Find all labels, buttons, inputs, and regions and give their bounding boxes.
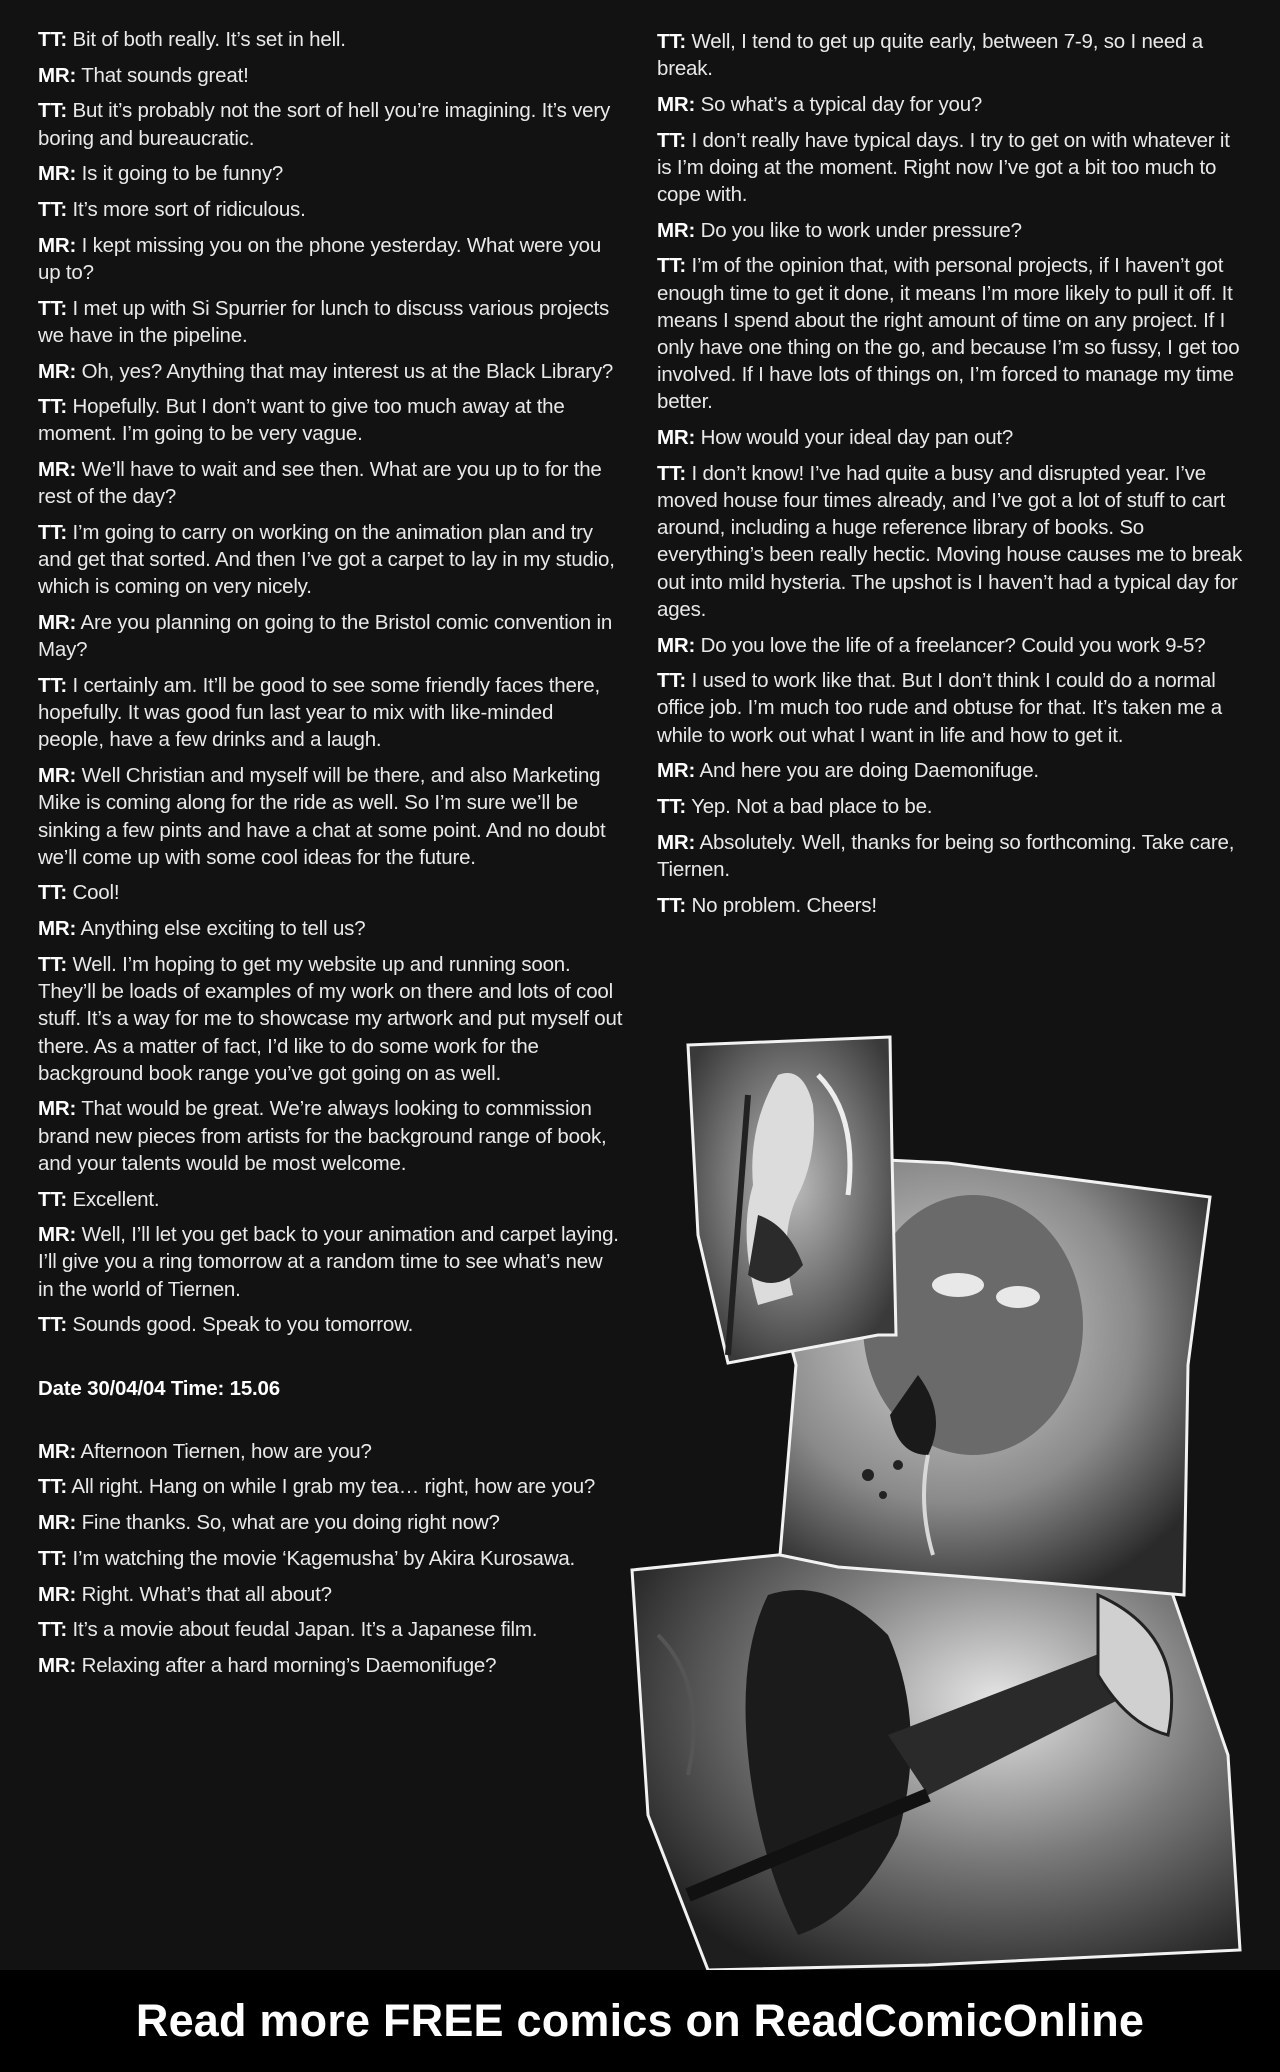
dialogue-line	[38, 97, 623, 151]
speaker-label: TT:	[657, 795, 686, 819]
speaker-label: TT:	[38, 296, 67, 320]
dialogue-text: So what’s a typical day for you?	[695, 92, 983, 116]
dialogue-line	[657, 829, 1249, 883]
dialogue-text: Do you love the life of a freelancer? Could you work 9-5?	[695, 633, 1206, 657]
dialogue-line	[38, 232, 623, 286]
speaker-label: MR:	[38, 233, 77, 257]
dialogue-text: Cool!	[67, 881, 120, 905]
speaker-label: MR:	[657, 426, 696, 450]
dialogue-line	[38, 1509, 623, 1536]
dialogue-line	[38, 1581, 623, 1608]
dialogue-text: Well, I tend to get up quite early, between 7-9, so I need a break.	[657, 30, 1203, 81]
dialogue-line	[657, 127, 1249, 209]
dialogue-text: Excellent.	[67, 1187, 160, 1211]
dialogue-line	[38, 160, 623, 187]
speaker-label: MR:	[38, 1223, 77, 1247]
speaker-label: MR:	[38, 1439, 77, 1463]
dialogue-text: Oh, yes? Anything that may interest us at the Black Library?	[76, 359, 614, 383]
dialogue-text: No problem. Cheers!	[686, 893, 877, 917]
dialogue-line	[657, 892, 1249, 919]
footer-banner-text[interactable]: Read more FREE comics on ReadComicOnline	[135, 1995, 1145, 2046]
dialogue-text: Absolutely. Well, thanks for being so forthcoming. Take care, Tiernen.	[657, 830, 1235, 881]
dialogue-text: It’s a movie about feudal Japan. It’s a Japanese film.	[67, 1618, 538, 1642]
dialogue-line	[657, 28, 1249, 82]
interview-block-1	[38, 26, 623, 1339]
speaker-label: TT:	[38, 881, 67, 905]
dialogue-line	[38, 1616, 623, 1643]
speaker-label: MR:	[38, 1511, 77, 1535]
dialogue-text: Right. What’s that all about?	[76, 1582, 332, 1606]
dialogue-text: Well Christian and myself will be there, and also Marketing Mike is coming along for the ride as well. So I’m sure we’ll be sinking a few pints and have a chat at some point. And no doubt we’ll come up with some cool ideas for the future.	[38, 764, 606, 869]
interview-block-2	[38, 1438, 623, 1679]
dialogue-line	[38, 879, 623, 906]
illustration-collage	[628, 1035, 1248, 1975]
dialogue-text: That would be great. We’re always looking to commission brand new pieces from artists for the background range of book, and your talents would be most welcome.	[38, 1097, 607, 1175]
dialogue-line	[38, 62, 623, 89]
female-warrior-panel	[688, 1037, 896, 1363]
dialogue-line	[657, 793, 1249, 820]
speaker-label: TT:	[38, 952, 67, 976]
speaker-label: TT:	[38, 674, 67, 698]
speaker-label: MR:	[657, 830, 696, 854]
dialogue-line	[38, 1311, 623, 1338]
speaker-label: TT:	[38, 395, 67, 419]
dialogue-text: And here you are doing Daemonifuge.	[695, 759, 1039, 783]
speaker-label: MR:	[38, 1097, 77, 1121]
speaker-label: TT:	[38, 198, 67, 222]
dialogue-line	[38, 672, 623, 754]
dialogue-text: I’m going to carry on working on the animation plan and try and get that sorted. And then I’ve got a carpet to lay in my studio, which is coming on very nicely.	[38, 521, 615, 599]
dialogue-line	[38, 1221, 623, 1303]
dialogue-text: But it’s probably not the sort of hell you’re imagining. It’s very boring and bureaucratic.	[38, 99, 611, 150]
dialogue-text: Hopefully. But I don’t want to give too much away at the moment. I’m going to be very vague.	[38, 395, 565, 446]
dialogue-text: I’m of the opinion that, with personal projects, if I haven’t got enough time to get it done, it means I’m more likely to pull it off. It means I spend about the right amount of time on any project. If I only have one thing on the go, and because I’m so fussy, I get too involved. If I have lots of things on, I’m forced to manage my time better.	[657, 254, 1240, 414]
dialogue-line	[38, 456, 623, 510]
speaker-label: TT:	[657, 128, 686, 152]
dialogue-line	[38, 915, 623, 942]
dialogue-line	[38, 1652, 623, 1679]
speaker-label: MR:	[38, 458, 77, 482]
dialogue-text: I certainly am. It’ll be good to see some friendly faces there, hopefully. It was good fun last year to mix with like-minded people, have a few drinks and a laugh.	[38, 674, 600, 752]
dialogue-line	[38, 1473, 623, 1500]
dialogue-line	[657, 252, 1249, 415]
speaker-label: MR:	[38, 1653, 77, 1677]
speaker-label: TT:	[38, 1475, 67, 1499]
dialogue-line	[38, 762, 623, 871]
interview-right-column	[657, 28, 1249, 927]
speaker-label: TT:	[657, 461, 686, 485]
dialogue-line	[38, 358, 623, 385]
speaker-label: TT:	[657, 669, 686, 693]
dialogue-text: Sounds good. Speak to you tomorrow.	[67, 1313, 414, 1337]
dialogue-line	[657, 667, 1249, 749]
footer-banner[interactable]	[0, 1970, 1280, 2072]
dialogue-text: Is it going to be funny?	[76, 162, 284, 186]
speaker-label: MR:	[38, 764, 77, 788]
speaker-label: TT:	[38, 1546, 67, 1570]
speaker-label: MR:	[657, 92, 696, 116]
dialogue-text: Do you like to work under pressure?	[695, 218, 1022, 242]
speaker-label: MR:	[38, 359, 77, 383]
dialogue-text: Well. I’m hoping to get my website up and running soon. They’ll be loads of examples of my work on there and lots of cool stuff. It’s a way for me to showcase my artwork and put myself out there. As a matter of fact, I’d like to do some work for the background book range you’ve got going on as well.	[38, 952, 623, 1085]
dialogue-line	[657, 424, 1249, 451]
dialogue-text: How would your ideal day pan out?	[695, 426, 1014, 450]
dialogue-line	[38, 1545, 623, 1572]
dialogue-text: I’m watching the movie ‘Kagemusha’ by Akira Kurosawa.	[67, 1546, 576, 1570]
dialogue-text: Bit of both really. It’s set in hell.	[67, 28, 346, 51]
dialogue-line	[38, 393, 623, 447]
speaker-label: TT:	[38, 521, 67, 545]
dialogue-text: We’ll have to wait and see then. What are you up to for the rest of the day?	[38, 458, 602, 509]
dialogue-text: I met up with Si Spurrier for lunch to discuss various projects we have in the pipeline.	[38, 296, 610, 347]
speaker-label: TT:	[38, 1187, 67, 1211]
date-heading: Date 30/04/04 Time: 15.06	[38, 1376, 280, 1400]
dialogue-text: Yep. Not a bad place to be.	[686, 795, 933, 819]
dialogue-line	[657, 91, 1249, 118]
speaker-label: MR:	[38, 162, 77, 186]
dialogue-text: It’s more sort of ridiculous.	[67, 198, 306, 222]
dialogue-line	[38, 609, 623, 663]
dialogue-text: I don’t know! I’ve had quite a busy and disrupted year. I’ve moved house four times already, and I’ve got a lot of stuff to cart around, including a huge reference library of books. So everything’s been really hectic. Moving house causes me to break out into mild hysteria. The upshot is I haven’t had a typical day for ages.	[657, 461, 1243, 621]
speaker-label: TT:	[657, 254, 686, 278]
dialogue-line	[38, 1438, 623, 1465]
speaker-label: MR:	[38, 917, 77, 941]
dialogue-line	[657, 217, 1249, 244]
speaker-label: TT:	[657, 893, 686, 917]
speaker-label: MR:	[38, 63, 77, 87]
speaker-label: TT:	[38, 1313, 67, 1337]
speaker-label: TT:	[38, 28, 67, 51]
dialogue-line	[38, 519, 623, 601]
dialogue-line	[38, 196, 623, 223]
dialogue-text: Anything else exciting to tell us?	[76, 917, 366, 941]
dialogue-text: Well, I’ll let you get back to your animation and carpet laying. I’ll give you a ring tomorrow at a random time to see what’s new in the world of Tiernen.	[38, 1223, 619, 1301]
dialogue-line	[657, 632, 1249, 659]
interview-block-3	[657, 28, 1249, 919]
speaker-label: TT:	[38, 99, 67, 123]
dialogue-text: Fine thanks. So, what are you doing right now?	[76, 1511, 500, 1535]
dialogue-text: Afternoon Tiernen, how are you?	[76, 1439, 372, 1463]
dialogue-text: I kept missing you on the phone yesterday. What were you up to?	[38, 233, 602, 284]
dialogue-text: All right. Hang on while I grab my tea… right, how are you?	[67, 1475, 596, 1499]
dialogue-text: Relaxing after a hard morning’s Daemonifuge?	[76, 1653, 497, 1677]
speaker-label: MR:	[657, 633, 696, 657]
speaker-label: MR:	[657, 218, 696, 242]
speaker-label: MR:	[657, 759, 696, 783]
dialogue-line	[38, 1186, 623, 1213]
speaker-label: TT:	[38, 1618, 67, 1642]
speaker-label: MR:	[38, 1582, 77, 1606]
dialogue-line	[38, 1095, 623, 1177]
dialogue-line	[38, 295, 623, 349]
dialogue-text: That sounds great!	[76, 63, 249, 87]
dialogue-text: Are you planning on going to the Bristol comic convention in May?	[38, 611, 613, 662]
interview-left-column	[38, 26, 623, 1688]
dialogue-line	[38, 951, 623, 1087]
dialogue-line	[657, 460, 1249, 623]
dialogue-line	[657, 757, 1249, 784]
speaker-label: TT:	[657, 30, 686, 53]
dialogue-text: I don’t really have typical days. I try to get on with whatever it is I’m doing at the moment. Right now I’ve got a bit too much to cope with.	[657, 128, 1230, 207]
dialogue-text: I used to work like that. But I don’t think I could do a normal office job. I’m much too rude and obtuse for that. It’s taken me a while to work out what I want in life and how to get it.	[657, 669, 1222, 747]
dialogue-line	[38, 26, 623, 53]
speaker-label: MR:	[38, 611, 77, 635]
